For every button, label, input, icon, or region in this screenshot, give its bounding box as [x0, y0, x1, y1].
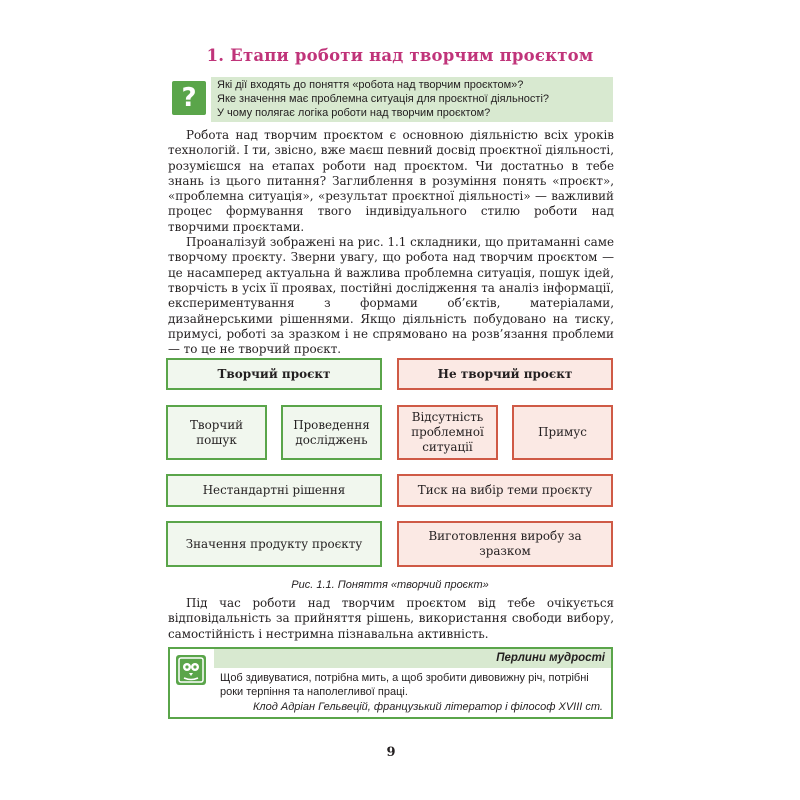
- topic-pressure-box: Тиск на вибір теми проєкту: [397, 474, 613, 507]
- question-mark-icon: ?: [172, 81, 206, 115]
- figure-caption: Рис. 1.1. Поняття «творчий проєкт»: [291, 579, 489, 591]
- questions-box: [168, 77, 613, 123]
- paragraph-2: Проаналізуй зображені на рис. 1.1 складники, що притаманні саме творчому проєкту. Зверни увагу, що робота над творчим проєктом — це насамперед актуальна й важлива проблемна ситуація, пошук ідей, творчість в усіх її проявах, постійні дослідження та аналіз інформації, експериментування з формами об’єктів, матеріалами, дизайнерськими рішеннями. Якщо діяльність побудовано на тиску, примусі, роботі за зразком і не спрямовано на розв’язання проблеми — то це не творчий проєкт.: [168, 235, 614, 357]
- creative-project-header: Творчий проєкт: [166, 358, 382, 390]
- questions-list: [211, 77, 613, 122]
- not-creative-project-header: Не творчий проєкт: [397, 358, 613, 390]
- question-1: Які дії входять до поняття «робота над творчим проєктом»?: [217, 79, 524, 91]
- owl-icon: [176, 655, 206, 685]
- research-box: Проведення досліджень: [281, 405, 382, 460]
- wisdom-box: [168, 647, 613, 719]
- nonstandard-solutions-box: Нестандартні рішення: [166, 474, 382, 507]
- paragraph-1: Робота над творчим проєктом є основною діяльністю всіх уроків технологій. І ти, звісно, вже маєш певний досвід проєктної діяльності, розумієшся на етапах роботи над проєктом. Чи достатньо в тебе знань із цього питання? Заглиблення в розуміння понять «проєкт», «проблемна ситуація», «результат проєктної діяльності» — важливий процес формування твого індивідуального стилю роботи над творчими проєктами.: [168, 128, 614, 234]
- closing-text: [168, 596, 614, 642]
- question-3: У чому полягає логіка роботи над творчим проєктом?: [217, 107, 491, 119]
- no-problem-situation-box: Відсутність проблемної ситуації: [397, 405, 498, 460]
- template-production-box: Виготовлення виробу за зразком: [397, 521, 613, 567]
- intro-text: [168, 128, 614, 357]
- wisdom-quote: Щоб здивуватися, потрібна мить, а щоб зробити дивовижну річ, потрібні роки терпіння та наполегливої праці.: [220, 672, 589, 698]
- product-significance-box: Значення продукту проєкту: [166, 521, 382, 567]
- wisdom-author: Клод Адріан Гельвецій, французький літератор і філософ XVIII ст.: [252, 701, 603, 713]
- wisdom-heading: Перлини мудрості: [214, 649, 611, 668]
- paragraph-3: Під час роботи над творчим проєктом від тебе очікується відповідальність за прийняття рішень, використання свободи вибору, самостійність і нестримна пізнавальна активність.: [168, 596, 614, 641]
- question-2: Яке значення має проблемна ситуація для проєктної діяльності?: [217, 93, 550, 105]
- wisdom-icon-area: [170, 649, 214, 717]
- page-number: 9: [386, 745, 396, 760]
- coercion-box: Примус: [512, 405, 613, 460]
- creative-search-box: Творчий пошук: [166, 405, 267, 460]
- page-title: 1. Етапи роботи над творчим проєктом: [206, 46, 594, 65]
